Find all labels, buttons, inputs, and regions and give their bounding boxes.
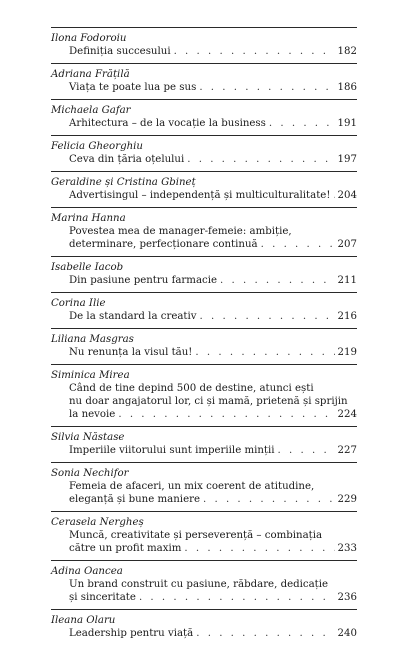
toc-entry [51,135,357,171]
toc-page-number: 219 [337,347,357,358]
dot-leader [174,45,335,58]
toc-title-last-line [69,346,357,359]
toc-entry [51,462,357,511]
toc-title-last-line [69,542,357,555]
toc-entry [51,328,357,364]
toc-page-number: 216 [337,311,357,322]
toc-title [69,627,357,640]
toc-title-line: Femeia de afaceri, un mix coerent de atitudine, [69,481,315,492]
toc-title [69,578,357,604]
toc-page-number: 204 [337,190,357,201]
toc-title [69,117,357,130]
toc-entry [51,171,357,207]
toc-page-number: 236 [337,592,357,603]
toc-page-number: 240 [337,628,357,639]
toc-title-last-line [69,444,357,457]
toc-author: Cerasela Nergheș [51,517,144,528]
toc-title-line: Viața te poate lua pe sus [69,82,197,93]
toc-title [69,346,357,359]
toc-title-last-line [69,493,357,506]
toc-title-last-line [69,408,357,421]
toc-page-number: 182 [337,46,357,57]
toc-page-number: 191 [337,118,357,129]
toc-title-line: Definiția succesului [69,46,171,57]
dot-leader [196,627,334,640]
toc-entry [51,256,357,292]
toc-author: Isabelle Iacob [51,262,124,273]
toc-title-last-line [69,117,357,130]
dot-leader [278,444,335,457]
toc-entry [51,292,357,328]
toc-author: Michaela Gafar [51,105,131,116]
toc-author: Corina Ilie [51,298,106,309]
toc-title-last-line [69,153,357,166]
toc-title [69,382,357,421]
dot-leader [187,153,334,166]
dot-leader [195,346,334,359]
toc-title-line: Un brand construit cu pasiune, răbdare, dedicație [69,579,329,590]
toc-title [69,444,357,457]
dot-leader [203,493,335,506]
dot-leader [333,189,334,202]
toc-title-line: Arhitectura – de la vocație la business [69,118,266,129]
toc-entry [51,609,357,645]
toc-author: Felicia Gheorghiu [51,141,143,152]
toc-page-number: 229 [337,494,357,505]
toc-author: Geraldine și Cristina Gbineț [51,177,196,188]
toc-title-last-line [69,238,357,251]
table-of-contents [51,27,357,645]
toc-author: Liliana Masgras [51,334,134,345]
toc-page-number: 224 [337,409,357,420]
toc-title [69,529,357,555]
dot-leader [269,117,335,130]
toc-title-last-line [69,45,357,58]
toc-title-last-line [69,591,357,604]
dot-leader [139,591,335,604]
toc-title-line: determinare, perfecționare continuă [69,239,258,250]
toc-title-line: Povestea mea de manager-femeie: ambiție, [69,226,292,237]
toc-entry [51,207,357,256]
toc-author: Siminica Mirea [51,370,130,381]
toc-entry [51,99,357,135]
toc-title-line: eleganță și bune maniere [69,494,200,505]
toc-author: Ileana Olaru [51,615,116,626]
toc-entry [51,426,357,462]
toc-title [69,45,357,58]
toc-title-line: De la standard la creativ [69,311,197,322]
toc-title [69,310,357,323]
toc-title-last-line [69,189,357,202]
toc-title-line: Din pasiune pentru farmacie [69,275,218,286]
toc-title-line: Nu renunța la visul tău! [69,347,193,358]
toc-page-number: 233 [337,543,357,554]
toc-title-line: Imperiile viitorului sunt imperiile minții [69,445,275,456]
toc-page-number: 227 [337,445,357,456]
toc-author: Sonia Nechifor [51,468,129,479]
toc-page-number: 207 [337,239,357,250]
toc-title-last-line [69,627,357,640]
toc-title-line: la nevoie [69,409,116,420]
toc-title-line: și sinceritate [69,592,136,603]
dot-leader [184,542,334,555]
toc-author: Marina Hanna [51,213,126,224]
toc-title [69,189,357,202]
toc-title [69,225,357,251]
toc-title-line: Muncă, creativitate și perseverență – combinația [69,530,323,541]
toc-title-line: Ceva din țăria oțelului [69,154,185,165]
toc-title-line: Leadership pentru viață [69,628,194,639]
toc-title-line: Când de tine depind 500 de destine, atunci ești [69,383,314,394]
toc-entry [51,27,357,63]
toc-page-number: 186 [337,82,357,93]
dot-leader [118,408,334,421]
toc-page-number: 211 [337,275,357,286]
toc-title [69,274,357,287]
toc-entry [51,63,357,99]
toc-title-line: nu doar angajatorul lor, ci și mamă, prietenă și sprijin [69,396,348,407]
toc-entry [51,560,357,609]
toc-title-last-line [69,81,357,94]
dot-leader [200,310,335,323]
dot-leader [220,274,335,287]
dot-leader [199,81,334,94]
toc-page-number: 197 [337,154,357,165]
toc-title-line: către un profit maxim [69,543,182,554]
toc-entry [51,364,357,426]
toc-author: Adriana Frățilă [51,69,130,80]
toc-title-last-line [69,310,357,323]
toc-title [69,81,357,94]
toc-title-last-line [69,274,357,287]
toc-entry [51,511,357,560]
toc-author: Ilona Fodoroiu [51,33,127,44]
toc-title [69,480,357,506]
toc-title-line: Advertisingul – independență și multiculturalitate! [69,190,331,201]
toc-author: Adina Oancea [51,566,123,577]
toc-title [69,153,357,166]
dot-leader [261,238,335,251]
toc-author: Silvia Năstase [51,432,125,443]
